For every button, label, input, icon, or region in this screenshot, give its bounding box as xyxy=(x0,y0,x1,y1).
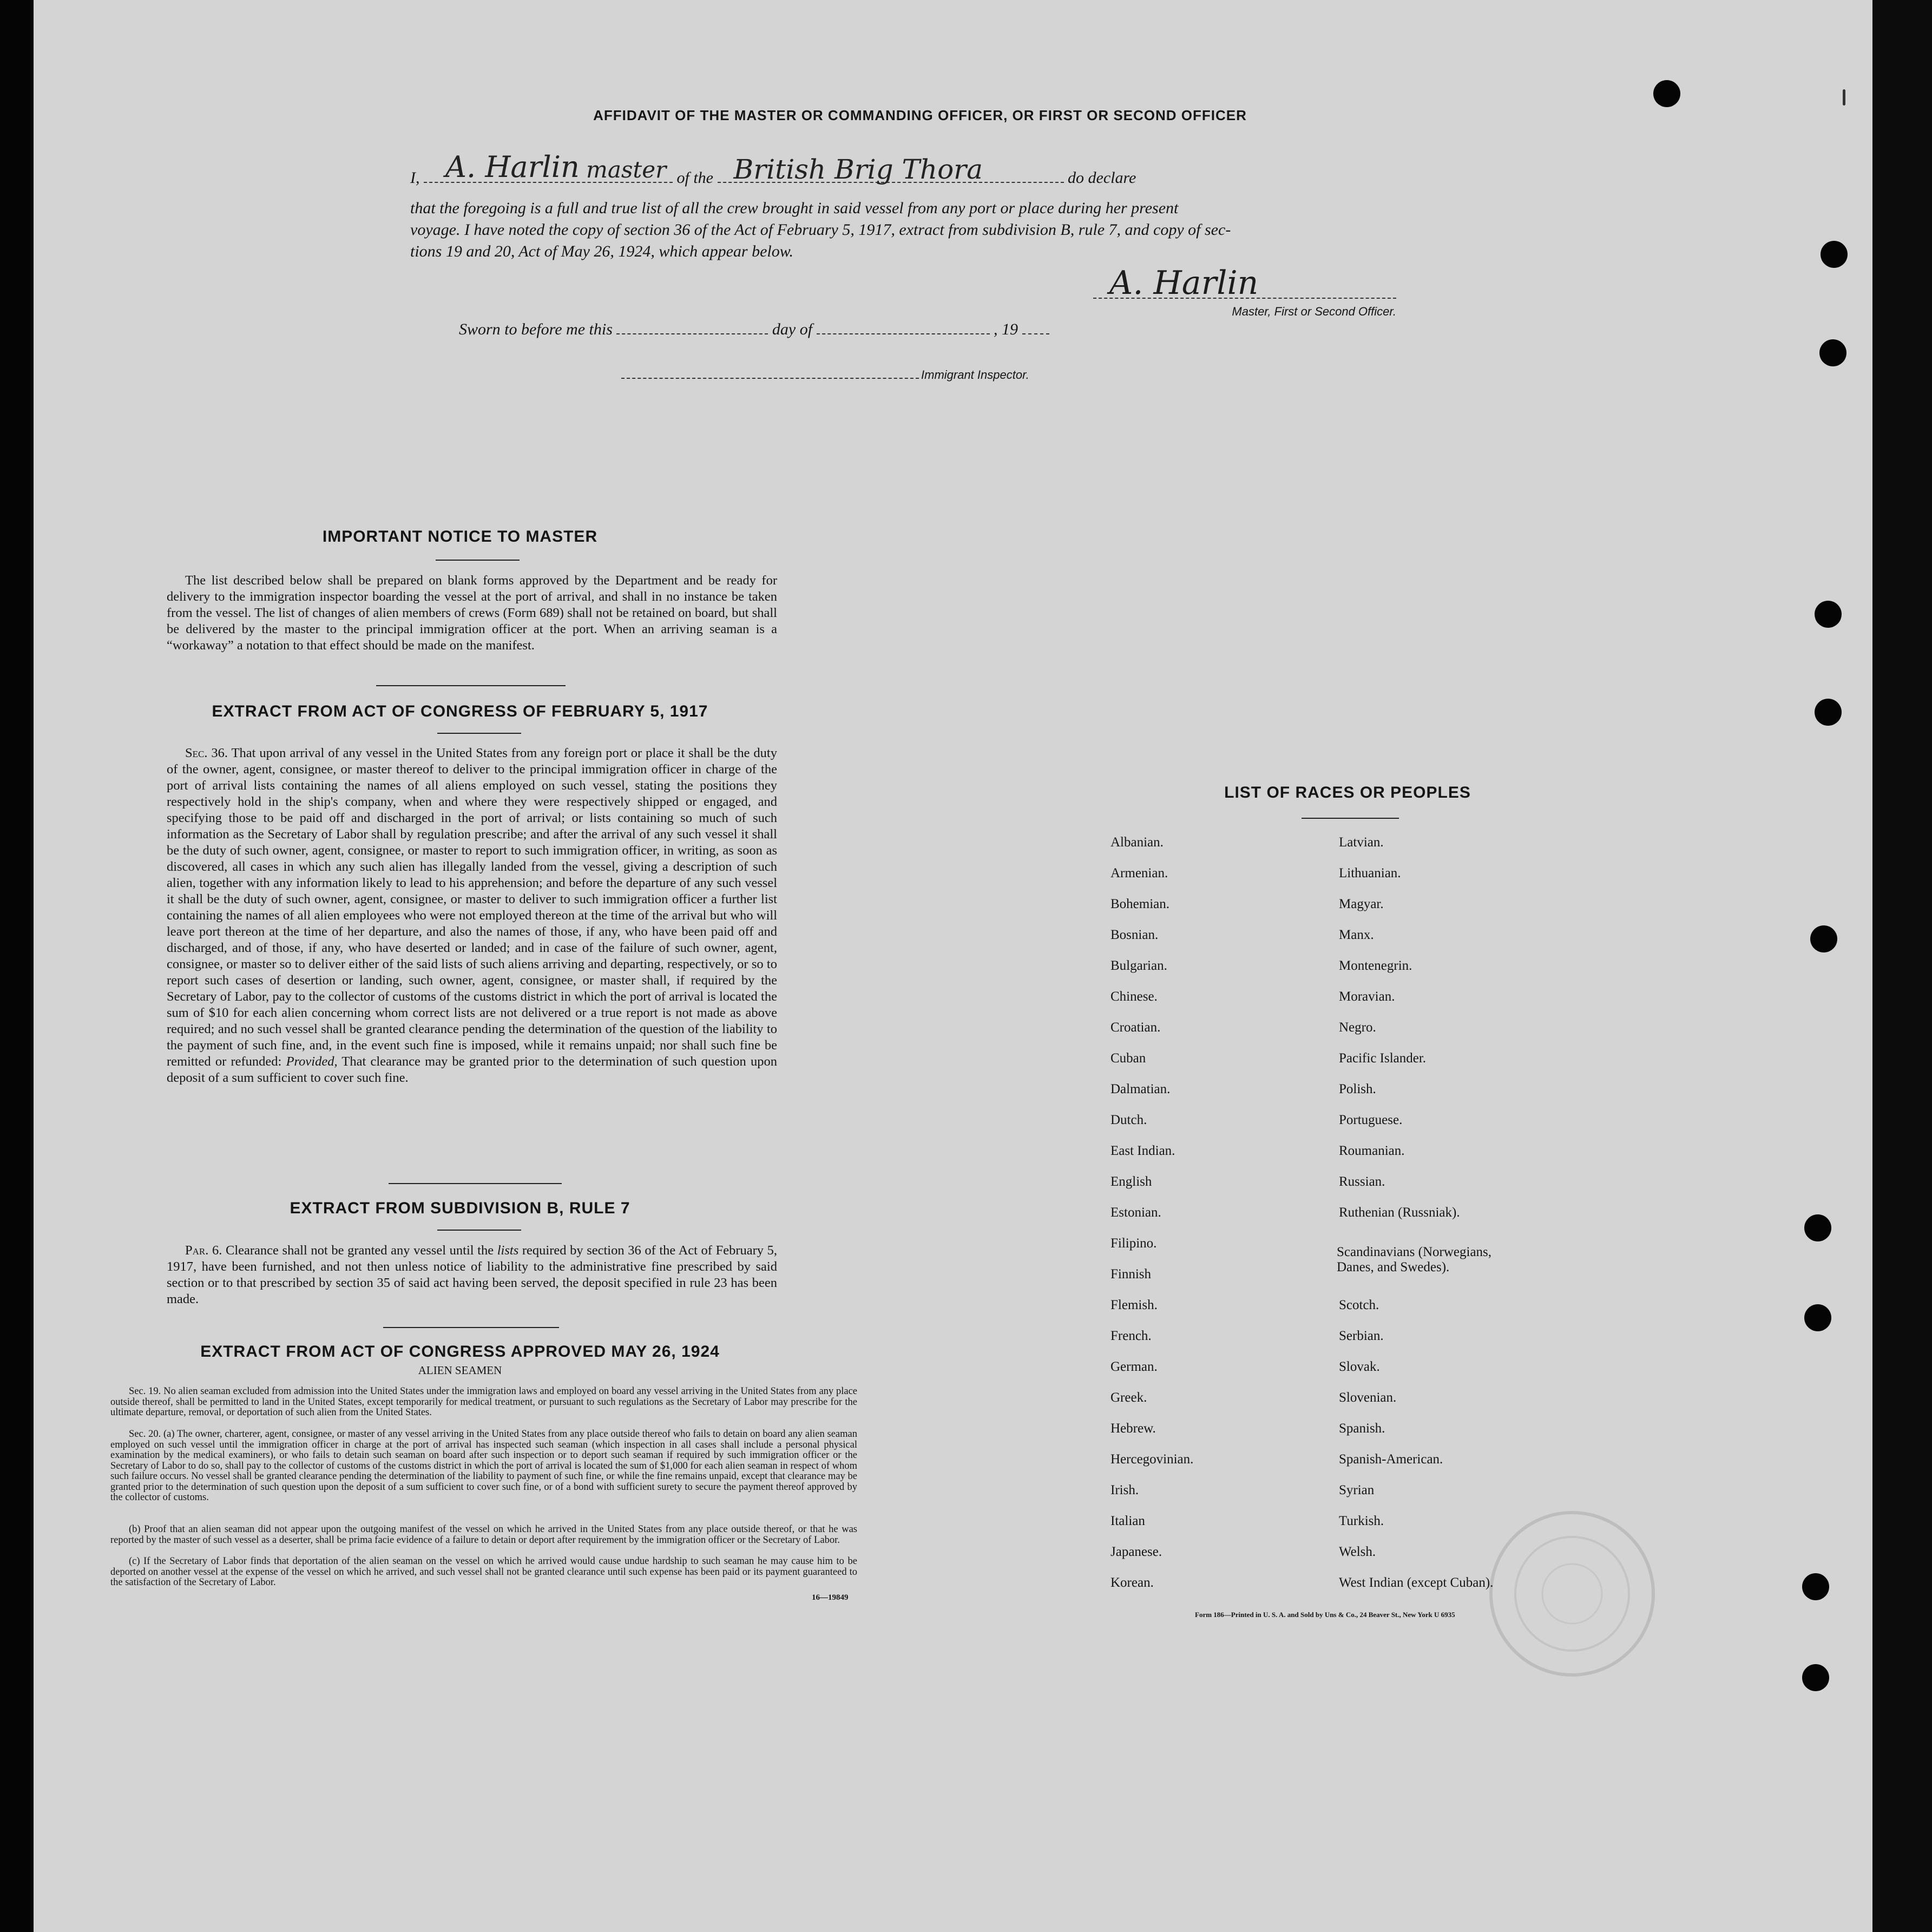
print-code: 16—19849 xyxy=(812,1593,849,1602)
race-item: Roumanian. xyxy=(1339,1144,1405,1158)
punch-hole xyxy=(1821,241,1848,268)
race-item: Armenian. xyxy=(1110,866,1168,880)
inspector-line xyxy=(621,368,1029,382)
signature-block xyxy=(1093,260,1396,319)
par-6-text-after: required by section 36 of the Act of February 5, 1917, have been furnished, and not then unless notice of liability to the administrative fine prescribed by said section or to that prescribed by section 35 of said act having been served, the deposit specified in rule 23 has been made. xyxy=(167,1243,778,1306)
affidavit-line-3: voyage. I have noted the copy of section 36 of the Act of February 5, 1917, extract from subdivision B, rule 7, and copy of sec- xyxy=(410,221,1231,239)
affidavit-line-4: tions 19 and 20, Act of May 26, 1924, which appear below. xyxy=(410,242,794,260)
extract-rule7-text xyxy=(167,1243,777,1307)
divider xyxy=(383,1327,559,1328)
notice-title: IMPORTANT NOTICE TO MASTER xyxy=(322,528,598,546)
race-item: East Indian. xyxy=(1110,1144,1175,1158)
race-item: Japanese. xyxy=(1110,1545,1162,1559)
form-footer: Form 186—Printed in U. S. A. and Sold by Uns & Co., 24 Beaver St., New York U 6935 xyxy=(1195,1611,1455,1619)
race-item: Magyar. xyxy=(1339,897,1384,911)
race-item: Scotch. xyxy=(1339,1298,1379,1312)
proviso-text: That clearance may be granted prior to the determination of such question upon deposit of a sum sufficient to cover such fine. xyxy=(167,1054,778,1085)
race-item: Albanian. xyxy=(1110,835,1164,850)
race-item: West Indian (except Cuban). xyxy=(1339,1575,1494,1590)
sworn-day-label: day of xyxy=(772,320,813,338)
race-item: Greek. xyxy=(1110,1390,1147,1405)
race-item: Scandinavians (Norwegians, Danes, and Swedes). xyxy=(1337,1245,1492,1274)
sworn-prefix: Sworn to before me this xyxy=(459,320,613,338)
race-item: Croatian. xyxy=(1110,1020,1161,1035)
sec-20a-text: Sec. 20. (a) The owner, charterer, agent, consignee, or master of any vessel arriving in the United States from any place outside thereof who fails to detain on board any alien seaman employed on such vessel until the immigration officer in charge at the port of arrival has inspected such seaman (which inspection in all cases shall include a personal physical examination by the medical examiners), or who fails to detain such seaman on board after such inspection or to deport such seaman if required by such immigration officer or the Secretary of Labor to do so, shall pay to the collector of customs of the customs district in which the port of arrival is located the sum of $1,000 for each alien seaman in respect of whom such failure occurs. No vessel shall be granted clearance pending the determination of the liability to payment of such fine, or while the fine remains unpaid, except that clearance may be granted prior to the determination of such question upon the deposit of a sum sufficient to cover such fine, or of a bond with sufficient surety to secure the payment thereof approved by the collector of customs. xyxy=(110,1429,857,1503)
race-item: Dalmatian. xyxy=(1110,1082,1171,1096)
sworn-line xyxy=(459,320,1049,339)
race-item: Manx. xyxy=(1339,928,1374,942)
race-item: Italian xyxy=(1110,1514,1145,1528)
master-name-field xyxy=(424,150,673,184)
punch-hole xyxy=(1802,1573,1829,1600)
extract-1924-subtitle: ALIEN SEAMEN xyxy=(418,1364,502,1377)
race-item: Polish. xyxy=(1339,1082,1376,1096)
race-item: Spanish-American. xyxy=(1339,1452,1443,1467)
master-signature: A. Harlin xyxy=(1109,264,1259,302)
race-item: Pacific Islander. xyxy=(1339,1051,1427,1066)
race-item: Finnish xyxy=(1110,1267,1152,1282)
punch-hole xyxy=(1815,601,1842,628)
divider xyxy=(389,1183,562,1184)
punch-hole xyxy=(1819,339,1846,366)
race-item: Negro. xyxy=(1339,1020,1376,1035)
divider xyxy=(1302,818,1399,819)
divider xyxy=(437,1230,521,1231)
divider xyxy=(436,560,520,561)
handwritten-master-name: A. Harlin xyxy=(445,150,580,184)
affidavit-title: AFFIDAVIT OF THE MASTER OR COMMANDING OFFICER, OR FIRST OR SECOND OFFICER xyxy=(593,107,1247,123)
race-item: Spanish. xyxy=(1339,1421,1385,1436)
extract-1917-title: EXTRACT FROM ACT OF CONGRESS OF FEBRUARY 5, 1917 xyxy=(212,702,708,720)
race-item: Serbian. xyxy=(1339,1329,1384,1343)
race-item: Bohemian. xyxy=(1110,897,1170,911)
race-item: Hercegovinian. xyxy=(1110,1452,1194,1467)
race-item: Bosnian. xyxy=(1110,928,1159,942)
race-item: Dutch. xyxy=(1110,1113,1147,1127)
race-item: Russian. xyxy=(1339,1174,1385,1189)
punch-hole xyxy=(1802,1664,1829,1691)
race-item: German. xyxy=(1110,1359,1158,1374)
inspector-signature-field xyxy=(621,378,919,379)
sec-19-text: Sec. 19. No alien seaman excluded from admission into the United States under the immigration laws and employed on board any vessel arriving in the United States from any place outside thereof, shall be permitted to land in the United States, except temporarily for medical treatment, or pursuant to such regulations as the Secretary of Labor may prescribe for the ultimate departure, removal, or deportation of such alien from the United States. xyxy=(110,1386,857,1418)
race-item: Filipino. xyxy=(1110,1236,1157,1251)
race-item: Estonian. xyxy=(1110,1205,1161,1220)
race-item: Irish. xyxy=(1110,1483,1139,1497)
race-item: Hebrew. xyxy=(1110,1421,1156,1436)
handwritten-vessel-name: British Brig Thora xyxy=(733,154,983,185)
sec-20b-text: (b) Proof that an alien seaman did not appear upon the outgoing manifest of the vessel on which he arrived in the United States from any place outside thereof, or that he was reported by the master of such vessel as a deserter, shall be prima facie evidence of a failure to detain or deport after requirement by the immigration officer or the Secretary of Labor. xyxy=(110,1524,857,1546)
sec-20c-text: (c) If the Secretary of Labor finds that deportation of the alien seaman on the vessel on which he arrived would cause undue hardship to such seaman he may cause him to be deported on another vessel at the expense of the vessel on which he arrived, and such vessel shall not be granted clearance until such expense has been paid or its payment guaranteed to the satisfaction of the Secretary of Labor. xyxy=(110,1556,857,1588)
declare-label: do declare xyxy=(1068,169,1136,187)
sec-36-label: Sec. 36. xyxy=(185,746,228,760)
sworn-month-field xyxy=(817,333,990,334)
sworn-year-label: , 19 xyxy=(994,320,1018,338)
notice-text: The list described below shall be prepared on blank forms approved by the Department and be ready for delivery to the immigration inspector boarding the vessel at the port of arrival, and shall in no instance be taken from the vessel. The list of changes of alien members of crews (Form 689) shall not be retained on board, but shall be delivered by the master to the principal immigration officer at the port. When an arriving seaman is a “workaway” a notation to that effect should be made on the manifest. xyxy=(167,573,777,653)
divider xyxy=(376,685,566,686)
sworn-year-field xyxy=(1022,333,1049,334)
of-the-label: of the xyxy=(676,169,713,187)
extract-1917-text xyxy=(167,745,777,1086)
punch-hole xyxy=(1653,80,1680,107)
proviso-label: Provided, xyxy=(286,1054,338,1069)
ink-speck xyxy=(1843,89,1845,106)
divider xyxy=(437,733,521,734)
race-item: Montenegrin. xyxy=(1339,958,1412,973)
signature-caption: Master, First or Second Officer. xyxy=(1232,305,1396,318)
scan-border xyxy=(1872,0,1932,1932)
affidavit-declaration-line xyxy=(410,150,1136,187)
race-item: Latvian. xyxy=(1339,835,1384,850)
race-item: Korean. xyxy=(1110,1575,1154,1590)
punch-hole xyxy=(1815,699,1842,726)
race-item: English xyxy=(1110,1174,1152,1189)
punch-hole xyxy=(1810,925,1837,952)
race-item: Welsh. xyxy=(1339,1545,1376,1559)
race-item: Portuguese. xyxy=(1339,1113,1403,1127)
par-6-label: Par. 6. xyxy=(185,1243,222,1258)
race-item: French. xyxy=(1110,1329,1152,1343)
race-item: Lithuanian. xyxy=(1339,866,1401,880)
extract-rule7-title: EXTRACT FROM SUBDIVISION B, RULE 7 xyxy=(290,1199,630,1217)
race-item: Chinese. xyxy=(1110,989,1158,1004)
races-title: LIST OF RACES OR PEOPLES xyxy=(1224,784,1471,801)
race-item: Moravian. xyxy=(1339,989,1395,1004)
extract-1924-title: EXTRACT FROM ACT OF CONGRESS APPROVED MAY 26, 1924 xyxy=(200,1343,720,1361)
race-item: Syrian xyxy=(1339,1483,1375,1497)
punch-hole xyxy=(1804,1214,1831,1241)
par-6-text-before: Clearance shall not be granted any vessel until the xyxy=(225,1243,494,1258)
vessel-name-field xyxy=(718,154,1064,185)
inspector-caption: Immigrant Inspector. xyxy=(921,368,1029,382)
race-item: Slovenian. xyxy=(1339,1390,1397,1405)
par-6-italic: lists xyxy=(497,1243,519,1258)
embossed-seal xyxy=(1483,1504,1661,1683)
race-item: Cuban xyxy=(1110,1051,1146,1066)
handwritten-rank: master xyxy=(586,156,667,183)
race-item: Slovak. xyxy=(1339,1359,1380,1374)
race-item: Flemish. xyxy=(1110,1298,1158,1312)
sworn-day-field xyxy=(616,333,768,334)
sec-36-body: That upon arrival of any vessel in the United States from any foreign port or place it shall be the duty of the owner, agent, consignee, or master thereof to deliver to the principal immigration officer in charge of the port of arrival lists containing the names of all aliens employed on such vessel, stating the positions they respectively hold in the ship's company, when and where they were respectively shipped or engaged, and specifying those to be paid off and discharged in the port of arrival; or lists containing so much of such information as the Secretary of Labor shall by regulation prescribe; and after the arrival of any such vessel it shall be the duty of such owner, agent, consignee, or master to report to such immigration officer, in writing, as soon as discovered, all cases in which any such alien has illegally landed from the vessel, giving a description of such alien, together with any information likely to lead to his apprehension; and before the departure of any such vessel it shall be the duty of such owner, agent, consignee, or master to deliver to such immigration officer a further list containing the names of all alien employees who were not employed thereon at the time of the arrival but who will leave port thereon at the time of her departure, and also the names of those, if any, who have been paid off and discharged, and of those, if any, who have deserted or landed; and in case of the failure of such owner, agent, consignee, or master so to deliver either of the said lists of such aliens arriving and departing, respectively, or so to report such cases of desertion or landing, such owner, agent, consignee, or master shall, if required by the Secretary of Labor, pay to the collector of customs of the customs district in which the port of arrival is located the sum of $10 for each alien concerning whom correct lists are not delivered or a true report is not made as above required; and no such vessel shall be granted clearance pending the determination of the question of the liability to the payment of such fine, and, in the event such fine is imposed, while it remains unpaid; nor shall such fine be remitted or refunded: xyxy=(167,746,777,1069)
signature-line xyxy=(1093,260,1396,302)
affidavit-line-2: that the foregoing is a full and true list of all the crew brought in said vessel from any port or place during her present xyxy=(410,199,1179,217)
race-item: Ruthenian (Russniak). xyxy=(1339,1205,1460,1220)
affidavit-prefix: I, xyxy=(410,169,420,187)
punch-hole xyxy=(1804,1304,1831,1331)
race-item: Turkish. xyxy=(1339,1514,1384,1528)
race-item: Bulgarian. xyxy=(1110,958,1167,973)
